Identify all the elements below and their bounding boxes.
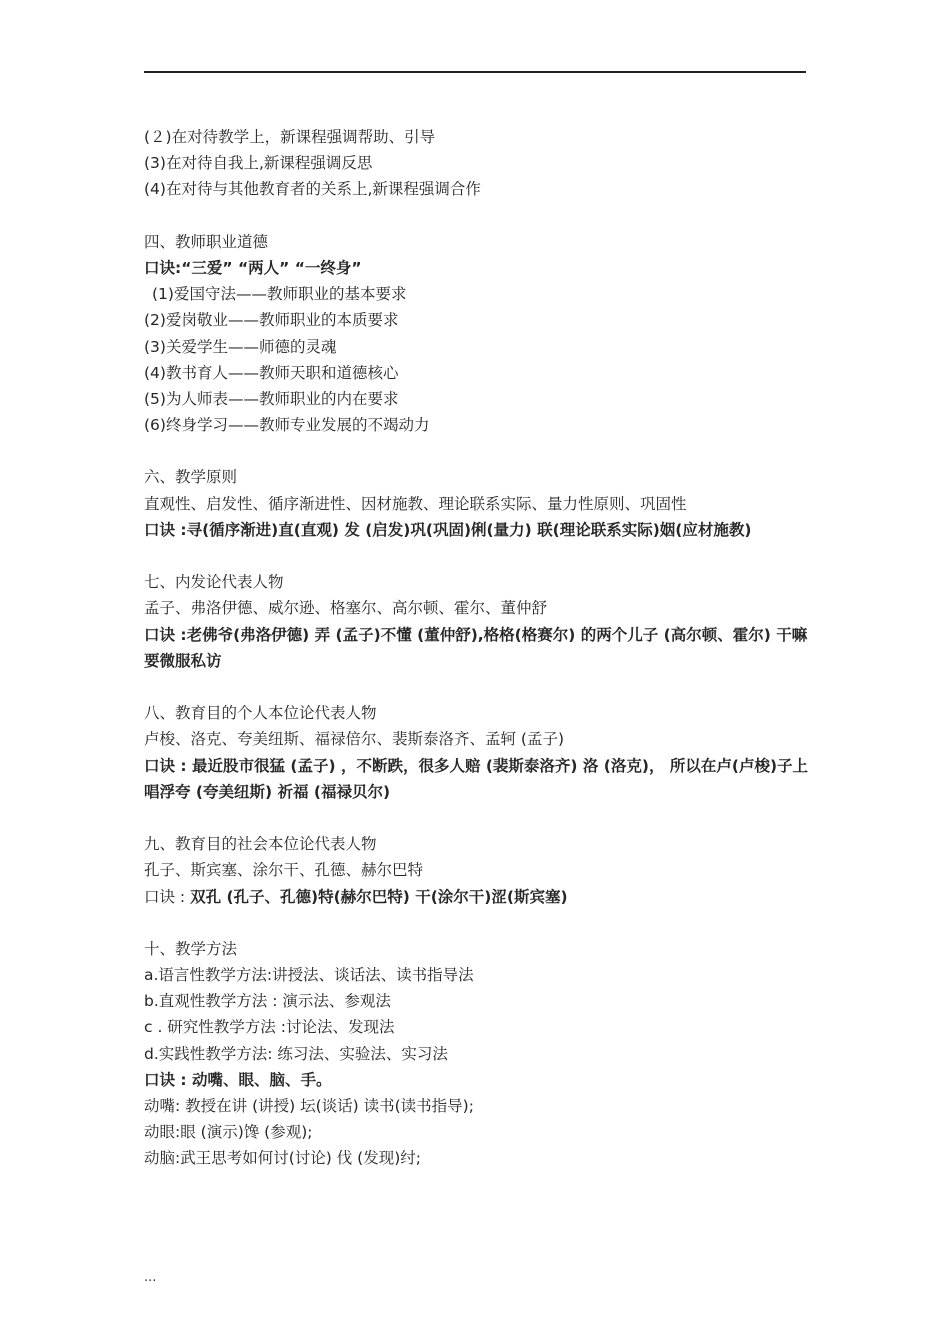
- detail-line: 动眼:眼 (演示)馋 (参观);: [144, 1123, 313, 1142]
- spacer: [144, 910, 812, 936]
- section-content: 直观性、启发性、循序渐进性、因材施教、理论联系实际、量力性原则、巩固性: [144, 494, 687, 513]
- list-item: (4)教书育人——教师天职和道德核心: [144, 363, 399, 382]
- text-line: (4)在对待与其他教育者的关系上,新课程强调合作: [144, 180, 481, 199]
- list-item: (3)关爱学生——师德的灵魂: [144, 337, 337, 356]
- list-item: c . 研究性教学方法 :讨论法、发现法: [144, 1018, 395, 1037]
- list-item: d.实践性教学方法: 练习法、实验法、实习法: [144, 1044, 448, 1063]
- section-heading: 八、教育目的个人本位论代表人物: [144, 704, 377, 723]
- text-line: (3)在对待自我上,新课程强调反思: [144, 154, 373, 173]
- document-body: [144, 124, 812, 1172]
- spacer: [144, 203, 812, 229]
- section-content: 孟子、弗洛伊德、威尔逊、格塞尔、高尔顿、霍尔、董仲舒: [144, 599, 548, 618]
- list-item: b.直观性教学方法 : 演示法、参观法: [144, 992, 391, 1011]
- spacer: [144, 543, 812, 569]
- list-item: (1)爱国守法——教师职业的基本要求: [152, 285, 407, 304]
- section-heading: 四、教师职业道德: [144, 232, 269, 251]
- section-heading: 十、教学方法: [144, 939, 238, 958]
- section-heading: 七、内发论代表人物: [144, 573, 284, 592]
- text-line: (２)在对待教学上，新课程强调帮助、引导: [144, 128, 436, 146]
- spacer: [144, 674, 812, 700]
- spacer: [144, 438, 812, 464]
- mnemonic-line: 口诀 : 最近股市很猛 (孟子) ，不断跌，很多人赔 (裴斯泰洛齐) 洛 (洛克)， 所以在卢(卢梭)子上唱浮夸 (夸美纽斯) 祈福 (福禄贝尔): [144, 756, 809, 801]
- mnemonic-line: 口诀 :老佛爷(弗洛伊德) 弄 (孟子)不懂 (董仲舒),格格(格赛尔) 的两个儿子 (高尔顿、霍尔) 干嘛要微服私访: [144, 625, 808, 670]
- list-item: (6)终身学习——教师专业发展的不竭动力: [144, 416, 430, 435]
- header-rule: [144, 71, 806, 73]
- footer-ellipsis: ...: [144, 1270, 157, 1285]
- detail-line: 动脑:武王思考如何讨(讨论) 伐 (发现)纣;: [144, 1149, 421, 1168]
- mnemonic-line: 口诀 :寻(循序渐进)直(直观) 发 (启发)巩(巩固)俐(量力) 联(理论联系实际)姻(应材施教): [144, 520, 752, 539]
- list-item: a.语言性教学方法:讲授法、谈话法、读书指导法: [144, 966, 474, 985]
- mnemonic-line: [144, 884, 812, 910]
- section-content: 卢梭、洛克、夸美纽斯、福禄倍尔、裴斯泰洛齐、孟轲 (孟子): [144, 730, 565, 749]
- section-heading: 六、教学原则: [144, 468, 238, 487]
- list-item: (5)为人师表——教师职业的内在要求: [144, 389, 399, 408]
- list-item: (2)爱岗敬业——教师职业的本质要求: [144, 311, 399, 330]
- section-content: 孔子、斯宾塞、涂尔干、孔德、赫尔巴特: [144, 861, 424, 880]
- mnemonic-label: 口诀 :: [144, 887, 191, 906]
- mnemonic-line: 口诀:“三爱” “两人” “一终身”: [144, 258, 362, 277]
- section-heading: 九、教育目的社会本位论代表人物: [144, 835, 377, 854]
- detail-line: 动嘴: 教授在讲 (讲授) 坛(谈话) 读书(读书指导);: [144, 1097, 474, 1116]
- mnemonic-line: 口诀 : 动嘴、眼、脑、手。: [144, 1070, 332, 1089]
- mnemonic-text: 双孔 (孔子、孔德)特(赫尔巴特) 干(涂尔干)涩(斯宾塞): [190, 887, 568, 906]
- spacer: [144, 805, 812, 831]
